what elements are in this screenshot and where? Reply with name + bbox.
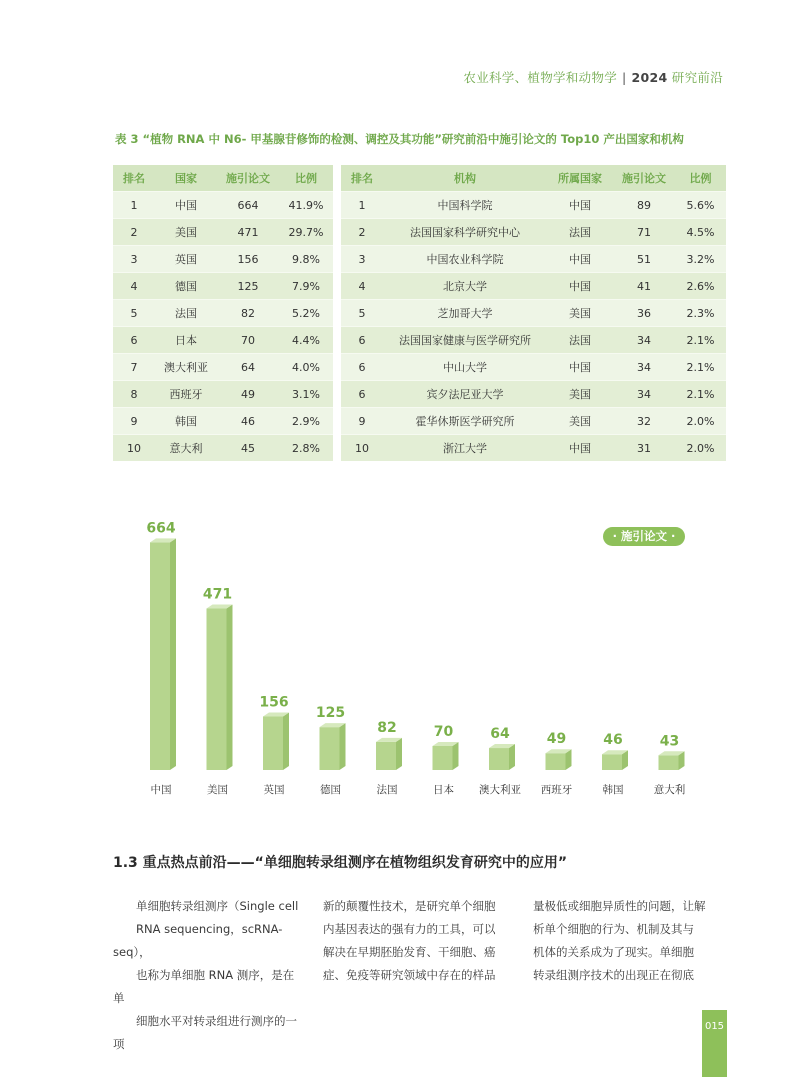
- column-header-share: 比例: [279, 165, 333, 191]
- share-cell: 2.0%: [675, 434, 726, 461]
- category-tick-label: 中国: [150, 784, 172, 796]
- bar-front: [489, 748, 509, 770]
- citing-papers-cell: 156: [217, 245, 279, 272]
- rank-cell: 1: [341, 191, 383, 218]
- bar-value-label: 471: [202, 586, 233, 603]
- table-row: [113, 407, 333, 434]
- table-row: [113, 380, 333, 407]
- body-line: 转录组测序技术的出现正在彻底: [533, 968, 694, 982]
- table-row: [341, 407, 726, 434]
- share-cell: 5.6%: [675, 191, 726, 218]
- citing-papers-cell: 41: [613, 272, 675, 299]
- rank-cell: 8: [113, 380, 155, 407]
- country-cell: 英国: [155, 245, 217, 272]
- header-title: 研究前沿: [671, 70, 723, 85]
- table-row: [113, 272, 333, 299]
- share-cell: 2.3%: [675, 299, 726, 326]
- affiliated-country-cell: 法国: [547, 218, 613, 245]
- bar-front: [207, 609, 227, 770]
- bar-chart-canvas: [120, 510, 720, 810]
- table-row: [341, 380, 726, 407]
- institution-cell: 北京大学: [383, 272, 547, 299]
- bar-front: [263, 717, 283, 770]
- column-header-country: 国家: [155, 165, 217, 191]
- bar-side: [170, 538, 176, 770]
- body-column-3: [533, 895, 725, 987]
- citing-papers-cell: 82: [217, 299, 279, 326]
- column-header-affiliated-country: 所属国家: [547, 165, 613, 191]
- bar-side: [340, 723, 346, 770]
- citing-papers-cell: 32: [613, 407, 675, 434]
- bar-value-label: 156: [259, 694, 289, 711]
- citing-papers-cell: 31: [613, 434, 675, 461]
- rank-cell: 10: [341, 434, 383, 461]
- header-year: 2024: [631, 70, 668, 85]
- rank-cell: 5: [341, 299, 383, 326]
- bar-side: [283, 713, 289, 770]
- rank-cell: 4: [113, 272, 155, 299]
- bar-value-label: 46: [603, 732, 623, 749]
- body-line: 单细胞转录组测序（Single cell: [136, 899, 299, 913]
- table-row: [113, 218, 333, 245]
- country-cell: 意大利: [155, 434, 217, 461]
- page-number: 015: [704, 1021, 725, 1032]
- rank-cell: 4: [341, 272, 383, 299]
- rank-cell: 3: [341, 245, 383, 272]
- header-section: 农业科学、植物学和动物学: [463, 70, 617, 85]
- category-tick-label: 德国: [320, 784, 341, 796]
- bar-front: [433, 746, 453, 770]
- chart-legend: · 施引论文 ·: [603, 527, 685, 546]
- institutions-table: [341, 165, 726, 461]
- bar-front: [659, 755, 679, 770]
- body-line: 症、免疫等研究领域中存在的样品: [323, 968, 496, 982]
- citing-papers-cell: 34: [613, 326, 675, 353]
- column-header-rank: 排名: [341, 165, 383, 191]
- category-tick-label: 法国: [376, 784, 398, 796]
- body-line: 新的颠覆性技术，是研究单个细胞: [323, 899, 496, 913]
- table-row: [113, 434, 333, 461]
- section-heading: 1.3 重点热点前沿——“单细胞转录组测序在植物组织发育研究中的应用”: [113, 855, 568, 871]
- rank-cell: 2: [341, 218, 383, 245]
- share-cell: 4.4%: [279, 326, 333, 353]
- country-cell: 韩国: [155, 407, 217, 434]
- page-number-tab: [702, 1010, 727, 1077]
- rank-cell: 6: [341, 380, 383, 407]
- body-line: 内基因表达的强有力的工具，可以: [323, 922, 496, 936]
- citing-papers-cell: 51: [613, 245, 675, 272]
- citing-papers-bar-chart: [120, 510, 720, 810]
- rank-cell: 7: [113, 353, 155, 380]
- body-line: 细胞水平对转录组进行测序的一项: [113, 1014, 297, 1051]
- bar-side: [453, 742, 459, 770]
- institution-cell: 法国国家科学研究中心: [383, 218, 547, 245]
- citing-papers-cell: 89: [613, 191, 675, 218]
- citing-papers-cell: 34: [613, 380, 675, 407]
- category-tick-label: 西班牙: [540, 784, 573, 796]
- rank-cell: 1: [113, 191, 155, 218]
- category-tick-label: 韩国: [602, 784, 624, 796]
- table-row: [341, 218, 726, 245]
- bar-value-label: 64: [490, 726, 510, 743]
- rank-cell: 6: [113, 326, 155, 353]
- affiliated-country-cell: 美国: [547, 299, 613, 326]
- institution-cell: 中山大学: [383, 353, 547, 380]
- table-row: [113, 353, 333, 380]
- bar-value-label: 49: [546, 731, 567, 748]
- bar-front: [320, 727, 340, 770]
- country-cell: 日本: [155, 326, 217, 353]
- affiliated-country-cell: 中国: [547, 245, 613, 272]
- bar-value-label: 70: [433, 724, 454, 740]
- citing-papers-cell: 34: [613, 353, 675, 380]
- affiliated-country-cell: 中国: [547, 272, 613, 299]
- running-header: [463, 68, 723, 86]
- institution-cell: 中国科学院: [383, 191, 547, 218]
- country-cell: 德国: [155, 272, 217, 299]
- citing-papers-cell: 45: [217, 434, 279, 461]
- body-line: 也称为单细胞 RNA 测序，是在单: [113, 968, 295, 1005]
- category-tick-label: 澳大利亚: [479, 784, 521, 796]
- institution-cell: 中国农业科学院: [383, 245, 547, 272]
- citing-papers-cell: 471: [217, 218, 279, 245]
- share-cell: 9.8%: [279, 245, 333, 272]
- countries-table: [113, 165, 333, 461]
- affiliated-country-cell: 中国: [547, 353, 613, 380]
- bar-value-label: 125: [315, 705, 346, 722]
- bar-front: [150, 542, 170, 770]
- rank-cell: 10: [113, 434, 155, 461]
- affiliated-country-cell: 美国: [547, 407, 613, 434]
- column-header-rank: 排名: [113, 165, 155, 191]
- header-separator: |: [622, 70, 627, 85]
- country-cell: 法国: [155, 299, 217, 326]
- rank-cell: 9: [341, 407, 383, 434]
- share-cell: 41.9%: [279, 191, 333, 218]
- citing-papers-cell: 49: [217, 380, 279, 407]
- share-cell: 3.2%: [675, 245, 726, 272]
- share-cell: 2.6%: [675, 272, 726, 299]
- bar-side: [227, 605, 233, 770]
- bar-value-label: 664: [146, 520, 176, 537]
- rank-cell: 5: [113, 299, 155, 326]
- country-cell: 澳大利亚: [155, 353, 217, 380]
- affiliated-country-cell: 中国: [547, 434, 613, 461]
- rank-cell: 3: [113, 245, 155, 272]
- body-line: 量极低或细胞异质性的问题，让解: [533, 899, 706, 913]
- share-cell: 2.8%: [279, 434, 333, 461]
- column-header-institution: 机构: [383, 165, 547, 191]
- institution-cell: 芝加哥大学: [383, 299, 547, 326]
- bar-side: [509, 744, 515, 770]
- bar-value-label: 82: [377, 719, 397, 736]
- rank-cell: 2: [113, 218, 155, 245]
- citing-papers-cell: 64: [217, 353, 279, 380]
- body-column-1: [113, 895, 305, 1056]
- countries-table-header-row: [113, 165, 333, 191]
- rank-cell: 6: [341, 353, 383, 380]
- institutions-table-header-row: [341, 165, 726, 191]
- share-cell: 5.2%: [279, 299, 333, 326]
- affiliated-country-cell: 法国: [547, 326, 613, 353]
- category-tick-label: 日本: [433, 784, 454, 796]
- body-line: RNA sequencing，scRNA-seq），: [113, 922, 283, 959]
- body-line: 析单个细胞的行为、机制及其与: [533, 922, 694, 936]
- share-cell: 2.0%: [675, 407, 726, 434]
- bar-front: [376, 742, 396, 770]
- share-cell: 4.5%: [675, 218, 726, 245]
- category-tick-label: 美国: [207, 784, 228, 796]
- citing-papers-cell: 46: [217, 407, 279, 434]
- citing-papers-cell: 125: [217, 272, 279, 299]
- bar-side: [396, 738, 402, 770]
- column-header-citing-papers: 施引论文: [217, 165, 279, 191]
- table-row: [113, 245, 333, 272]
- share-cell: 7.9%: [279, 272, 333, 299]
- table-row: [341, 353, 726, 380]
- body-line: 解决在早期胚胎发育、干细胞、癌: [323, 945, 496, 959]
- table-row: [341, 272, 726, 299]
- table-row: [113, 326, 333, 353]
- share-cell: 2.1%: [675, 380, 726, 407]
- bar-front: [546, 753, 566, 770]
- bar-value-label: 43: [659, 733, 680, 750]
- share-cell: 29.7%: [279, 218, 333, 245]
- country-cell: 西班牙: [155, 380, 217, 407]
- table-row: [113, 299, 333, 326]
- citing-papers-cell: 70: [217, 326, 279, 353]
- bar-front: [602, 754, 622, 770]
- affiliated-country-cell: 美国: [547, 380, 613, 407]
- share-cell: 2.1%: [675, 326, 726, 353]
- category-tick-label: 英国: [263, 784, 285, 796]
- table-row: [341, 191, 726, 218]
- citing-papers-cell: 71: [613, 218, 675, 245]
- institution-cell: 浙江大学: [383, 434, 547, 461]
- citing-papers-cell: 36: [613, 299, 675, 326]
- institution-cell: 法国国家健康与医学研究所: [383, 326, 547, 353]
- affiliated-country-cell: 中国: [547, 191, 613, 218]
- share-cell: 4.0%: [279, 353, 333, 380]
- column-header-share: 比例: [675, 165, 726, 191]
- table-row: [341, 299, 726, 326]
- body-column-2: [323, 895, 515, 987]
- country-cell: 美国: [155, 218, 217, 245]
- institution-cell: 霍华休斯医学研究所: [383, 407, 547, 434]
- share-cell: 2.1%: [675, 353, 726, 380]
- rank-cell: 9: [113, 407, 155, 434]
- body-line: 机体的关系成为了现实。单细胞: [533, 945, 694, 959]
- rank-cell: 6: [341, 326, 383, 353]
- table-row: [341, 245, 726, 272]
- country-cell: 中国: [155, 191, 217, 218]
- institution-cell: 宾夕法尼亚大学: [383, 380, 547, 407]
- share-cell: 3.1%: [279, 380, 333, 407]
- table-row: [341, 434, 726, 461]
- table-caption: 表 3 “植物 RNA 中 N6- 甲基腺苷修饰的检测、调控及其功能”研究前沿中施引论文的 Top10 产出国家和机构: [115, 132, 684, 146]
- citing-papers-cell: 664: [217, 191, 279, 218]
- column-header-citing-papers: 施引论文: [613, 165, 675, 191]
- share-cell: 2.9%: [279, 407, 333, 434]
- table-row: [113, 191, 333, 218]
- table-row: [341, 326, 726, 353]
- category-tick-label: 意大利: [653, 784, 686, 796]
